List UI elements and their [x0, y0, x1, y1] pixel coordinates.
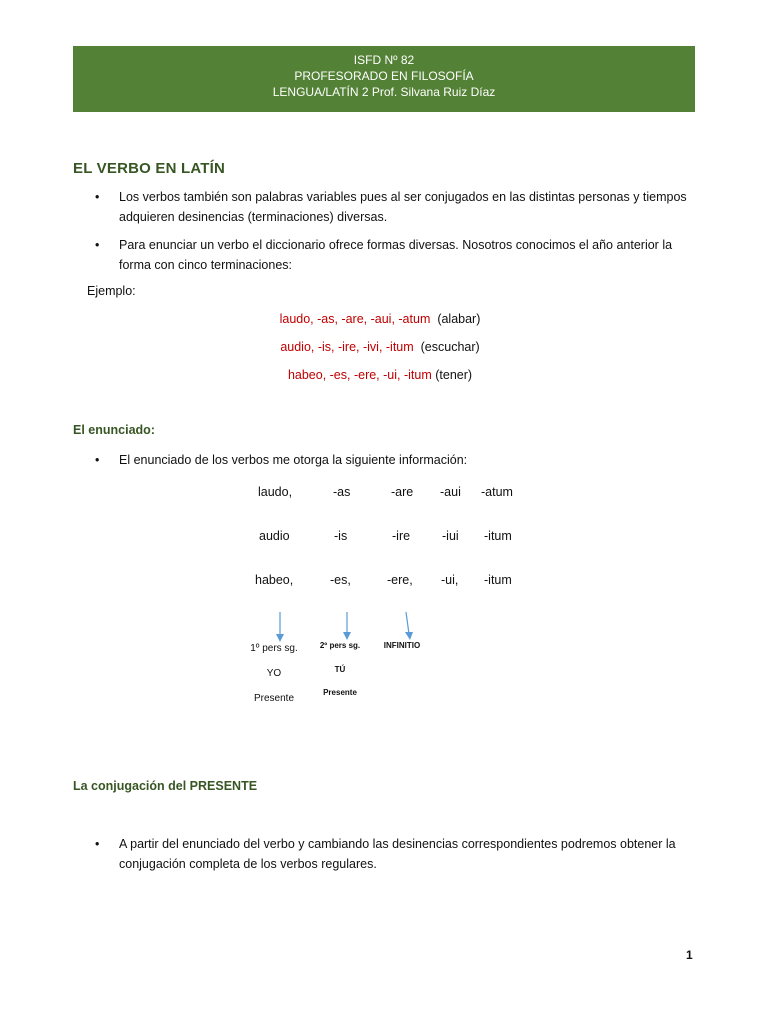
annotation-infinitive: INFINITIO	[383, 641, 421, 650]
bullet-text: Para enunciar un verbo el diccionario ofrece formas diversas. Nosotros conocimos el año anterior la forma con cinco terminaciones:	[119, 238, 673, 272]
table-cell: -aui	[440, 485, 461, 499]
table-cell: -itum	[484, 573, 512, 587]
annotation-person: 2º pers sg.	[319, 641, 361, 650]
table-cell: habeo,	[255, 573, 294, 587]
down-arrow-icon	[337, 610, 357, 644]
bullet-icon: •	[95, 837, 100, 851]
down-arrow-icon	[270, 610, 290, 644]
page-title: EL VERBO EN LATÍN	[73, 160, 226, 177]
example-gloss: (alabar)	[437, 312, 481, 326]
table-cell: -atum	[481, 485, 513, 499]
table-cell: -is	[334, 529, 348, 543]
annotation-pronoun: TÚ	[334, 665, 346, 674]
table-cell: -itum	[484, 529, 512, 543]
bullet-icon: •	[95, 453, 100, 467]
table-cell: -ere,	[387, 573, 413, 587]
annotation-tense: Presente	[323, 688, 357, 697]
bullet-text: El enunciado de los verbos me otorga la siguiente información:	[119, 453, 468, 467]
page-number: 1	[686, 948, 693, 962]
example-gloss: (escuchar)	[420, 340, 480, 354]
table-cell: -as	[333, 485, 351, 499]
example-label: Ejemplo:	[87, 284, 136, 298]
example-gloss: (tener)	[435, 368, 473, 382]
section-heading-enunciado: El enunciado:	[73, 423, 155, 437]
header-program: PROFESORADO EN FILOSOFÍA	[294, 69, 474, 83]
example-line	[180, 368, 580, 382]
table-cell: -ire	[392, 529, 411, 543]
example-line	[180, 312, 580, 326]
table-cell: -iui	[442, 529, 459, 543]
annotation-person: 1º pers sg.	[250, 643, 298, 654]
example-forms: habeo, -es, -ere, -ui, -itum	[287, 368, 432, 382]
bullet-text: Los verbos también son palabras variables pues al ser conjugados en las distintas personas y tiempos adquieren desinencias (terminaciones) diversas.	[119, 190, 687, 224]
example-line	[180, 340, 580, 354]
table-cell: laudo,	[258, 485, 293, 499]
bullet-text: A partir del enunciado del verbo y cambiando las desinencias correspondientes podremos obtener la conjugación completa de los verbos regulares.	[119, 837, 676, 871]
annotation-tense: Presente	[253, 693, 295, 704]
bullet-icon: •	[95, 190, 100, 204]
header-institution: ISFD Nº 82	[353, 53, 415, 67]
example-forms: audio, -is, -ire, -ivi, -itum	[280, 340, 414, 354]
example-forms: laudo, -as, -are, -aui, -atum	[279, 312, 431, 326]
table-cell: -are	[391, 485, 414, 499]
annotation-pronoun: YO	[266, 668, 282, 679]
table-cell: -es,	[330, 573, 351, 587]
table-cell: -ui,	[441, 573, 459, 587]
bullet-icon: •	[95, 238, 100, 252]
table-cell: audio	[259, 529, 290, 543]
header-band	[73, 46, 695, 112]
section-heading-presente: La conjugación del PRESENTE	[73, 779, 258, 793]
down-arrow-icon	[398, 610, 418, 644]
header-course: LENGUA/LATÍN 2 Prof. Silvana Ruiz Díaz	[272, 85, 496, 99]
